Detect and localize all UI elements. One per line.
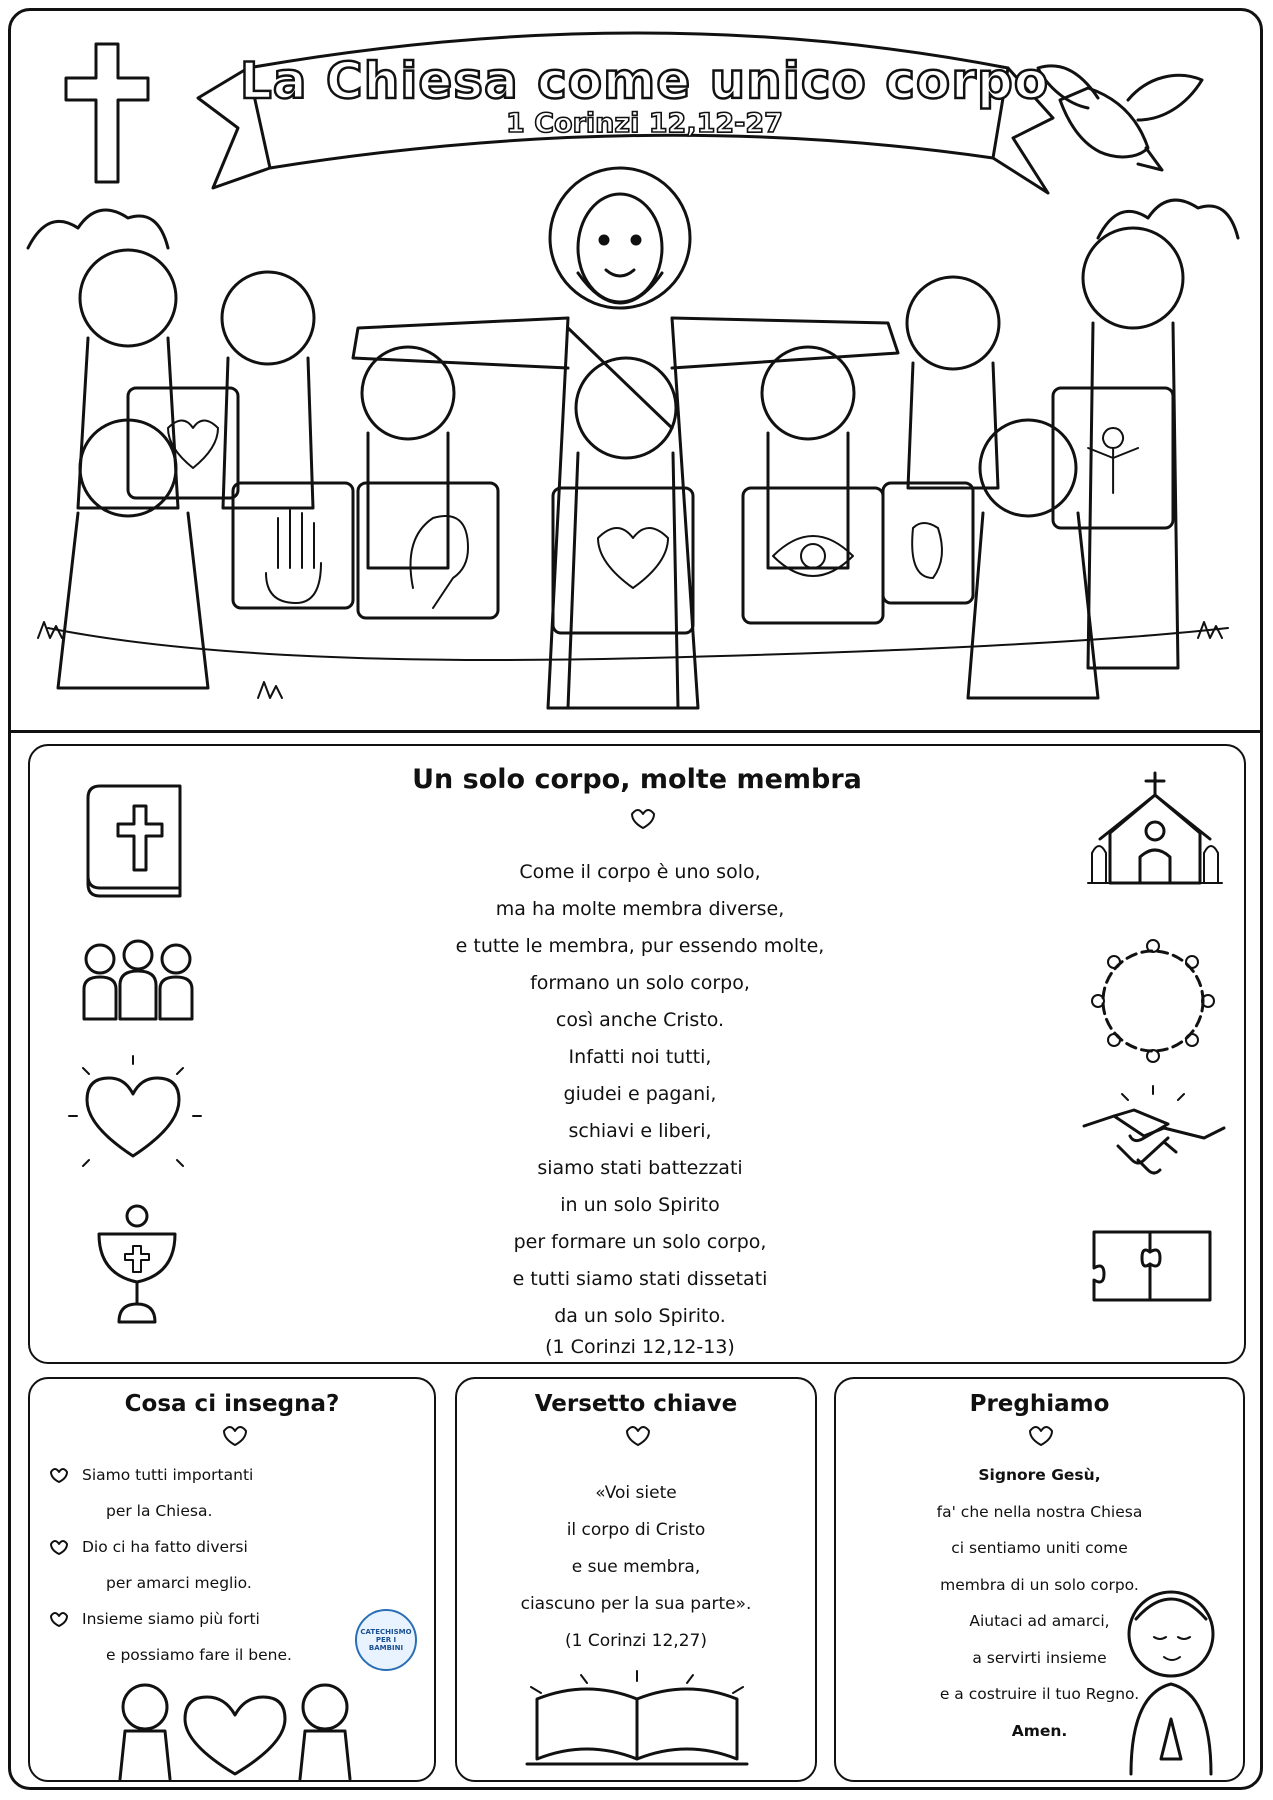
key-verse-text: «Voi siete il corpo di Cristo e sue membra, ciascuno per la sua parte». (1 Corinzi 12,27) xyxy=(457,1475,815,1660)
verse-line: per formare un solo corpo, xyxy=(513,1231,767,1253)
bible-icon xyxy=(80,776,200,896)
list-item: Insieme siamo più forti e possiamo fare il bene. xyxy=(48,1601,292,1673)
hero-illustration xyxy=(8,8,1263,730)
lesson-title: Cosa ci insegna? xyxy=(124,1391,340,1417)
children-group xyxy=(58,228,1183,708)
section-divider xyxy=(8,730,1263,733)
eye-icon xyxy=(773,536,853,576)
catechismo-logo: CATECHISMO PER I BAMBINI xyxy=(355,1609,417,1671)
heart-icon xyxy=(75,1066,195,1166)
verse-line: da un solo Spirito. xyxy=(554,1305,726,1327)
person-icon xyxy=(1088,428,1138,493)
heart-divider-icon xyxy=(628,806,658,832)
bush-right xyxy=(1098,200,1238,238)
child-3 xyxy=(362,347,454,568)
main-verse-panel xyxy=(28,744,1246,1364)
people-group-icon xyxy=(82,941,202,1021)
prayer-title: Preghiamo xyxy=(969,1391,1110,1417)
verse-line: e tutte le membra, pur essendo molte, xyxy=(455,935,825,957)
verse-line: in un solo Spirito xyxy=(560,1194,720,1216)
heart-bullet-icon xyxy=(48,1538,70,1556)
lesson-panel xyxy=(28,1377,436,1782)
verse-reference: (1 Corinzi 12,12-13) xyxy=(545,1336,735,1358)
key-verse-title: Versetto chiave xyxy=(534,1391,738,1417)
verse-line: ma ha molte membra diverse, xyxy=(495,898,785,920)
chalice-icon xyxy=(85,1206,195,1326)
heart-bullet-icon xyxy=(48,1610,70,1628)
verse-line: schiavi e liberi, xyxy=(568,1120,712,1142)
key-verse-reference: (1 Corinzi 12,27) xyxy=(565,1631,707,1651)
verse-line: formano un solo corpo, xyxy=(530,972,750,994)
main-panel-title: Un solo corpo, molte membra xyxy=(412,764,862,795)
main-verse xyxy=(330,854,950,1366)
child-5 xyxy=(762,347,854,568)
verse-line: Come il corpo è uno solo, xyxy=(519,861,761,883)
child-7 xyxy=(1083,228,1183,668)
prayer-panel xyxy=(834,1377,1245,1782)
open-book-icon xyxy=(517,1669,757,1769)
puzzle-pieces xyxy=(128,388,1173,633)
list-item: Siamo tutti importanti per la Chiesa. xyxy=(48,1457,292,1529)
praying-girl-illustration xyxy=(1106,1579,1236,1779)
circle-of-people-icon xyxy=(1088,936,1218,1066)
bush-left xyxy=(28,210,168,248)
heart-divider-icon xyxy=(1026,1423,1056,1449)
grass-tuft xyxy=(258,682,282,698)
handshake-icon xyxy=(1078,1086,1228,1186)
hand-icon xyxy=(266,510,321,603)
puzzle-piece-foot xyxy=(883,483,973,603)
foot-icon xyxy=(912,523,942,578)
puzzle-piece-heart xyxy=(128,388,238,498)
church-icon xyxy=(1080,771,1230,886)
children-heart-illustration xyxy=(110,1679,360,1779)
list-item: Dio ci ha fatto diversi per amarci meglio. xyxy=(48,1529,292,1601)
grass-tuft xyxy=(38,622,62,638)
puzzle-icon xyxy=(1090,1226,1220,1306)
page-title: La Chiesa come unico corpo xyxy=(239,52,1050,110)
puzzle-piece-eye xyxy=(743,488,883,623)
lesson-list xyxy=(48,1457,292,1673)
puzzle-piece-hand xyxy=(233,483,353,608)
page-subtitle: 1 Corinzi 12,12-27 xyxy=(506,108,783,139)
heart-icon xyxy=(598,528,668,588)
verse-line: così anche Cristo. xyxy=(555,1009,725,1031)
heart-bullet-icon xyxy=(48,1466,70,1484)
heart-divider-icon xyxy=(623,1423,653,1449)
verse-line: Infatti noi tutti, xyxy=(568,1046,712,1068)
child-9 xyxy=(968,420,1098,698)
puzzle-piece-ear xyxy=(358,483,498,618)
key-verse-panel xyxy=(455,1377,817,1782)
verse-line: giudei e pagani, xyxy=(563,1083,717,1105)
verse-line: e tutti siamo stati dissetati xyxy=(512,1268,768,1290)
ear-icon xyxy=(411,516,469,608)
child-6 xyxy=(907,277,999,488)
prayer-text: Signore Gesù, fa' che nella nostra Chiesa ci sentiamo uniti come membra di un solo corpo. Aiutaci ad amarci, a servirti insieme e a costruire il tuo Regno. Amen. xyxy=(936,1466,1143,1740)
heart-divider-icon xyxy=(220,1423,250,1449)
verse-line: siamo stati battezzati xyxy=(537,1157,743,1179)
